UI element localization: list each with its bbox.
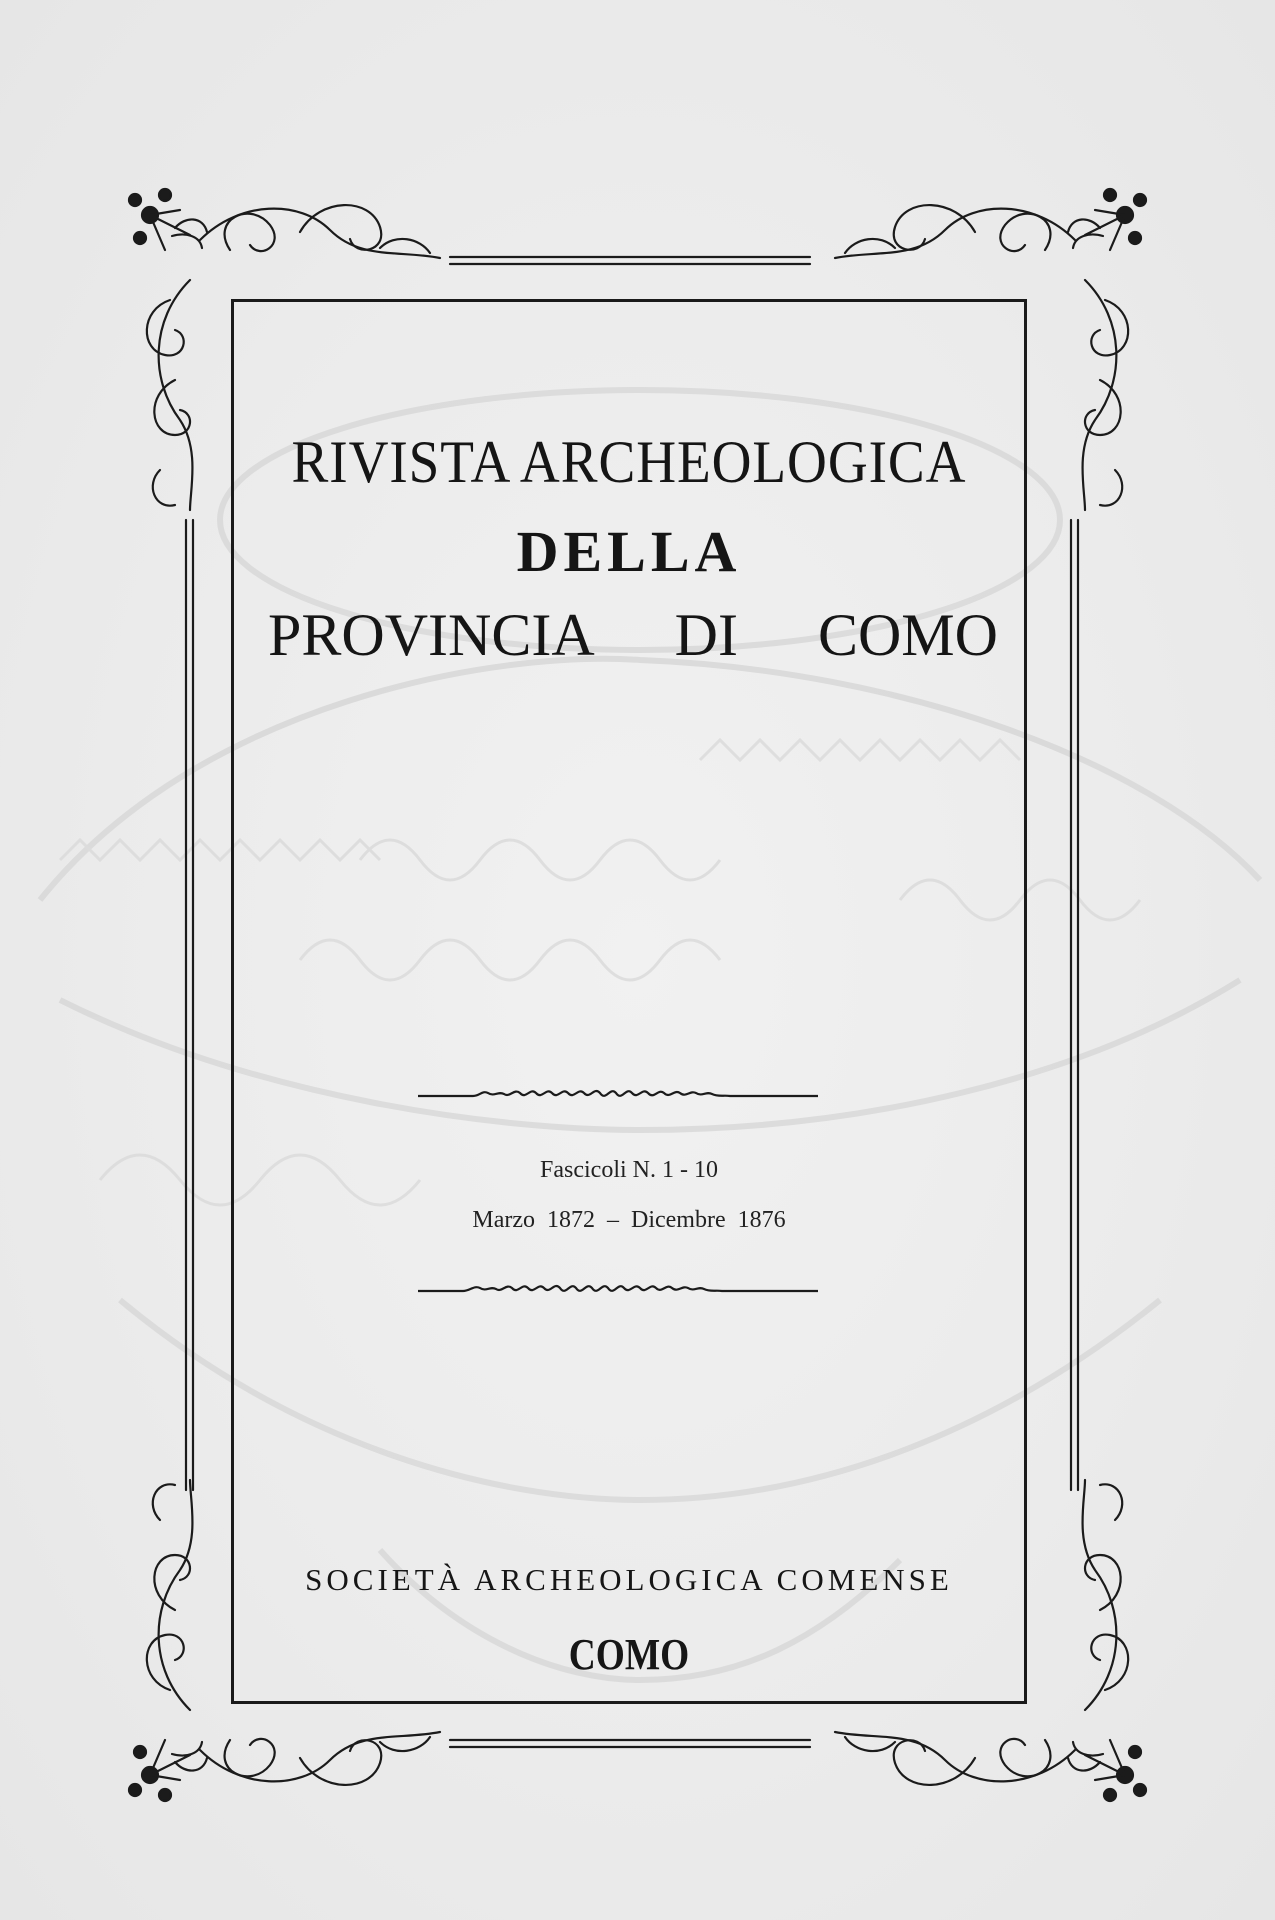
title-word-provincia: PROVINCIA bbox=[268, 602, 595, 668]
title-line-3 bbox=[268, 602, 998, 668]
wavy-separator-top bbox=[418, 1085, 818, 1107]
date-range: Marzo 1872 – Dicembre 1876 bbox=[472, 1207, 786, 1233]
publisher-name: SOCIETÀ ARCHEOLOGICA COMENSE bbox=[305, 1562, 953, 1597]
title-word-como: COMO bbox=[817, 602, 998, 668]
wavy-separator-bottom bbox=[418, 1280, 818, 1302]
publication-city: COMO bbox=[568, 1630, 690, 1679]
inner-frame bbox=[231, 299, 1027, 1704]
title-word-di: DI bbox=[674, 602, 738, 668]
title-line-1: RIVISTA ARCHEOLOGICA bbox=[291, 429, 967, 495]
title-line-2: DELLA bbox=[516, 519, 742, 584]
issues-range: Fascicoli N. 1 - 10 bbox=[540, 1157, 718, 1183]
